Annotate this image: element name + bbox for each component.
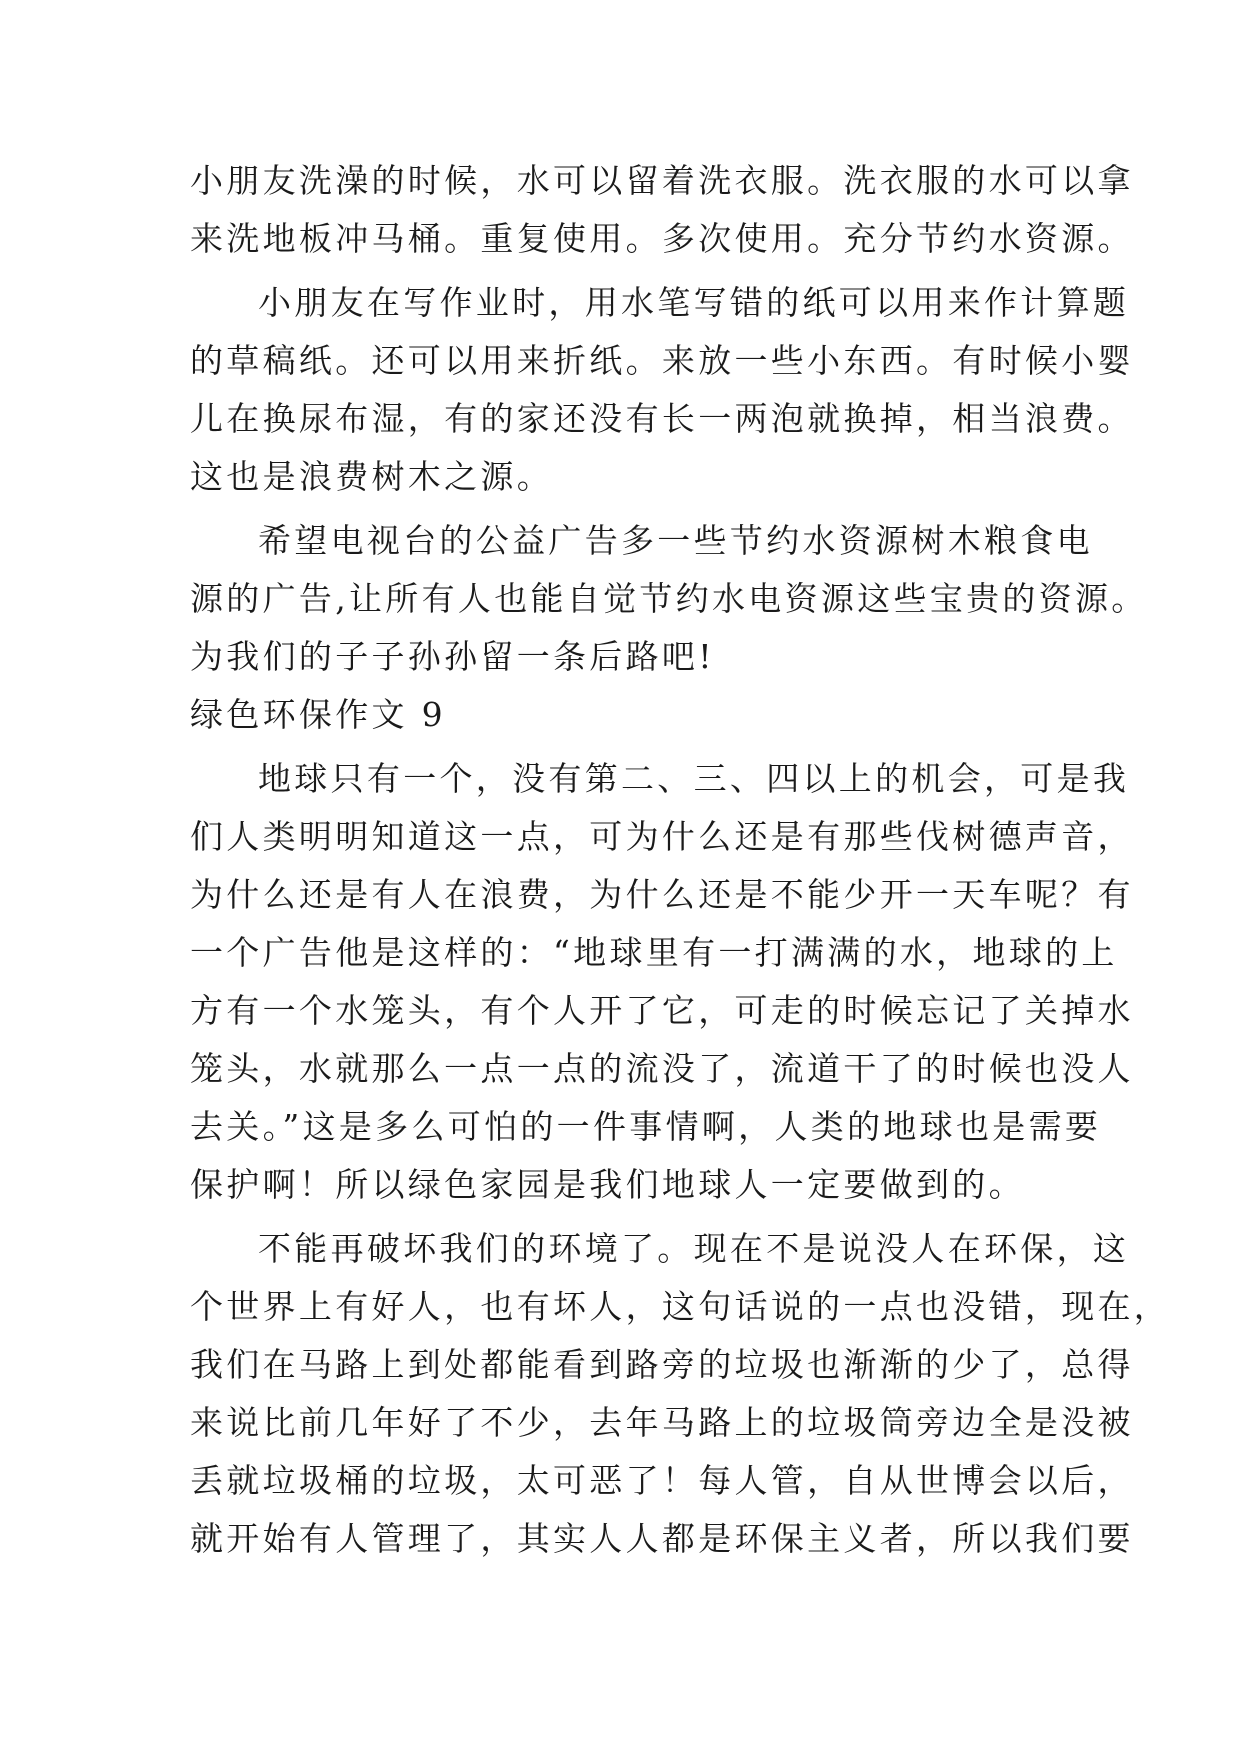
text-line: 儿在换尿布湿，有的家还没有长一两泡就换掉，相当浪费。 (190, 399, 1134, 438)
text-line: 为什么还是有人在浪费，为什么还是不能少开一天车呢？有 (190, 875, 1134, 914)
text-line: 为我们的子子孙孙留一条后路吧! (190, 637, 715, 676)
paragraph-first-line: 地球只有一个，没有第二、三、四以上的机会，可是我 (258, 759, 1130, 798)
text-line: 丢就垃圾桶的垃圾，太可恶了！每人管，自从世博会以后， (190, 1461, 1134, 1500)
text-line: 源的广告,让所有人也能自觉节约水电资源这些宝贵的资源。 (190, 579, 1148, 618)
text-line: 一个广告他是这样的：“地球里有一打满满的水，地球的上 (190, 933, 1118, 972)
paragraph-first-line: 希望电视台的公益广告多一些节约水资源树木粮食电 (258, 521, 1093, 560)
text-line: 的草稿纸。还可以用来折纸。来放一些小东西。有时候小婴 (190, 341, 1134, 380)
text-line: 笼头，水就那么一点一点的流没了，流道干了的时候也没人 (190, 1049, 1134, 1088)
text-line: 保护啊！所以绿色家园是我们地球人一定要做到的。 (190, 1165, 1025, 1204)
text-line: 小朋友洗澡的时候，水可以留着洗衣服。洗衣服的水可以拿 (190, 161, 1134, 200)
text-line: 方有一个水笼头，有个人开了它，可走的时候忘记了关掉水 (190, 991, 1134, 1030)
text-line: 这也是浪费树木之源。 (190, 457, 553, 496)
text-line: 去关。”这是多么可怕的一件事情啊，人类的地球也是需要 (190, 1107, 1102, 1146)
text-line: 们人类明明知道这一点，可为什么还是有那些伐树德声音， (190, 817, 1134, 856)
text-line: 就开始有人管理了，其实人人都是环保主义者，所以我们要 (190, 1519, 1134, 1558)
document-body (190, 152, 1171, 1568)
text-line: 来说比前几年好了不少，去年马路上的垃圾筒旁边全是没被 (190, 1403, 1134, 1442)
paragraph-first-line: 小朋友在写作业时，用水笔写错的纸可以用来作计算题 (258, 283, 1130, 322)
text-line: 来洗地板冲马桶。重复使用。多次使用。充分节约水资源。 (190, 219, 1134, 258)
text-line: 个世界上有好人，也有坏人，这句话说的一点也没错，现在， (190, 1287, 1171, 1326)
paragraph-first-line: 不能再破坏我们的环境了。现在不是说没人在环保，这 (258, 1229, 1130, 1268)
text-line: 我们在马路上到处都能看到路旁的垃圾也渐渐的少了，总得 (190, 1345, 1134, 1384)
text-line: 绿色环保作文 9 (190, 695, 446, 734)
